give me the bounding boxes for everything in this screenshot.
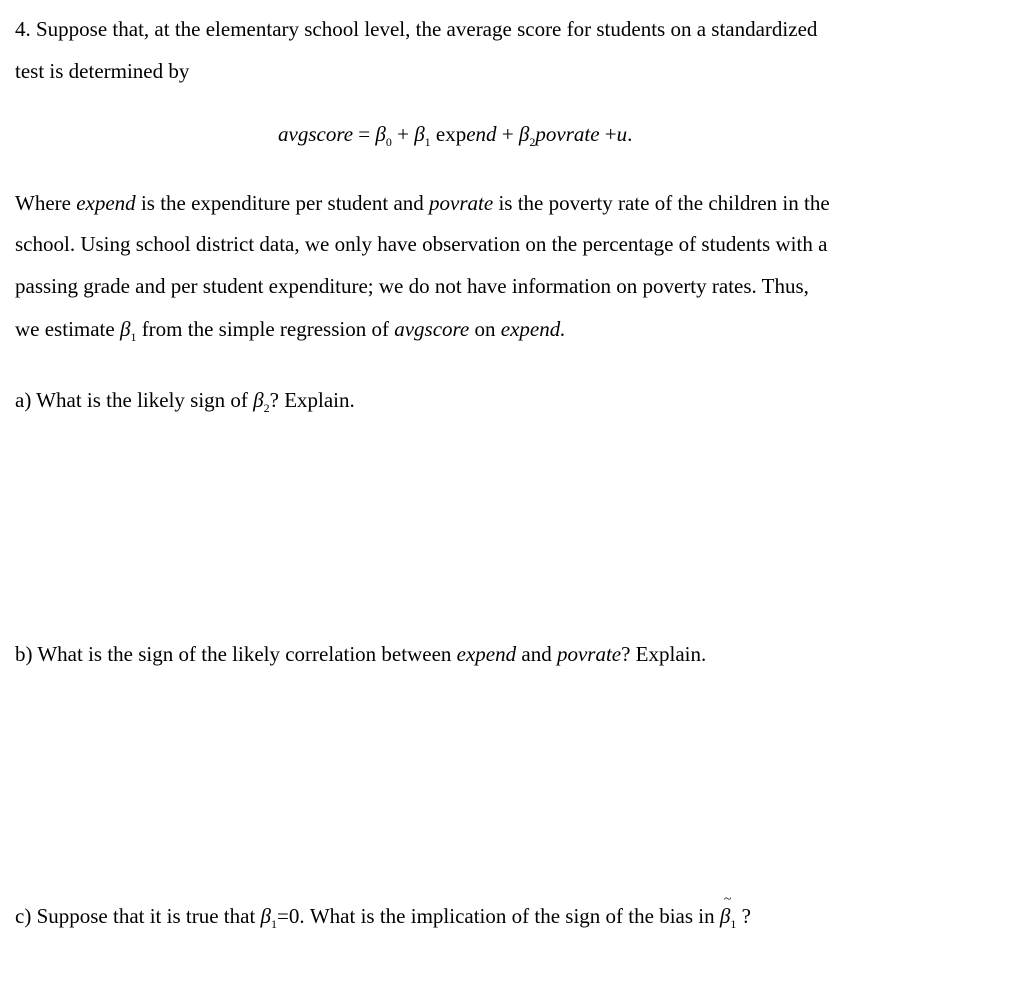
question-intro-line-1 (15, 19, 817, 40)
eq-u: u (616, 122, 628, 146)
eq-plus-3: + (604, 122, 617, 146)
eq-end: end (466, 122, 497, 146)
beta1-tilde-symbol: ~ $\beta_1$ (719, 892, 737, 931)
term-expend: expend (76, 191, 136, 215)
eq-beta2: $\beta_2$ (518, 122, 536, 149)
beta2-symbol: $\beta_2$ (253, 388, 270, 415)
eq-beta1: $\beta_1$ (414, 122, 431, 149)
question-intro-line-2: test is determined by (15, 59, 190, 83)
beta1-symbol: $\beta_1$ (119, 317, 137, 344)
paragraph-line-1: Where expend is the expenditure per student and povrate is the poverty rate of the children in the (15, 191, 830, 215)
paragraph-line-4: we estimate $\beta_1$ from the simple regression of avgscore on expend. (15, 317, 566, 344)
eq-equals: = (358, 122, 371, 146)
part-c-question: c) Suppose that it is true that $\beta_1=0$. What is the implication of the sign of the bias in ~ $\beta_1$ ? (15, 892, 751, 931)
term-povrate: povrate (429, 191, 494, 215)
eq-beta0: $\beta_0$ (375, 122, 392, 149)
eq-period: . (627, 122, 633, 146)
part-a-question: a) What is the likely sign of $\beta_2$? Explain. (15, 388, 355, 415)
eq-lhs: avgscore (278, 122, 354, 146)
part-b-question: b) What is the sign of the likely correlation between expend and povrate? Explain. (15, 642, 707, 666)
regression-equation (278, 122, 633, 149)
question-number: 4. (15, 17, 31, 41)
eq-plus-1: + (397, 122, 409, 146)
beta1-symbol: $\beta_1$ (260, 904, 278, 931)
eq-exp: exp (435, 122, 467, 146)
paragraph-line-3: passing grade and per student expenditure; we do not have information on poverty rates. Thus, (15, 274, 809, 298)
eq-plus-2: + (501, 122, 514, 146)
question-intro-text: Suppose that, at the elementary school level, the average score for students on a standardized (36, 17, 818, 41)
eq-povrate: povrate (535, 122, 600, 146)
paragraph-line-2: school. Using school district data, we only have observation on the percentage of students with a (15, 232, 828, 256)
